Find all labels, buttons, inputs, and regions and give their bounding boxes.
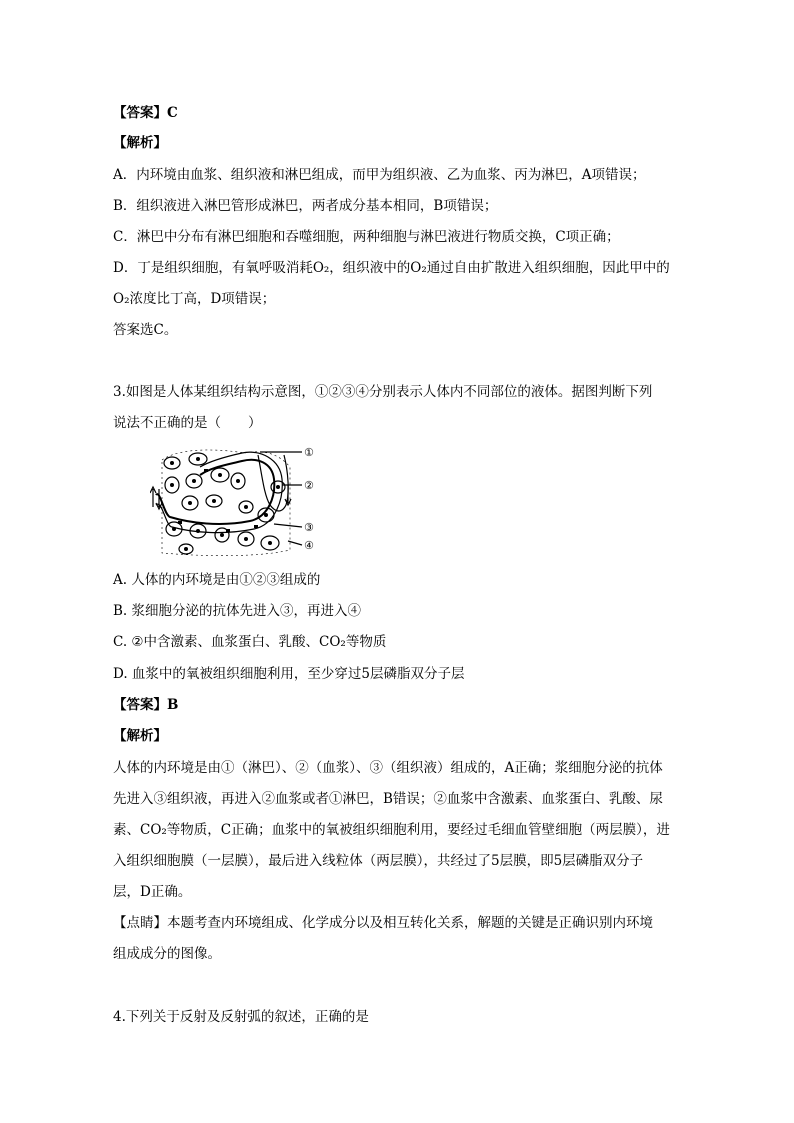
q2-answer: 【答案】C (113, 105, 178, 121)
q3-option-c: C. ②中含激素、血浆蛋白、乳酸、CO₂等物质 (113, 634, 387, 650)
q3-option-d: D. 血浆中的氧被组织细胞利用，至少穿过5层磷脂双分子层 (113, 666, 465, 682)
q3-stem-line-2: 说法不正确的是（ ） (113, 415, 262, 431)
q3-comment-line-1: 【点睛】本题考查内环境组成、化学成分以及相互转化关系，解题的关键是正确识别内环境 (113, 915, 653, 931)
q2-line-a: A．内环境由血浆、组织液和淋巴组成，而甲为组织液、乙为血浆、丙为淋巴，A项错误； (113, 167, 646, 183)
q3-comment-line-2: 组成成分的图像。 (113, 946, 221, 962)
q3-option-a: A. 人体的内环境是由①②③组成的 (113, 572, 321, 588)
q2-line-d-cont: O₂浓度比丁高，D项错误； (113, 291, 276, 307)
q3-analysis-line-3: 素、CO₂等物质，C正确；血浆中的氧被组织细胞利用，要经过毛细血管壁细胞（两层膜），进 (113, 822, 670, 838)
q3-analysis-line-2: 先进入③组织液，再进入②血浆或者①淋巴，B错误；②血浆中含激素、血浆蛋白、乳酸、尿 (113, 791, 663, 807)
q2-final-answer: 答案选C。 (113, 322, 178, 338)
q4-stem: 4.下列关于反射及反射弧的叙述，正确的是 (113, 1009, 369, 1025)
q3-option-b: B. 浆细胞分泌的抗体先进入③，再进入④ (113, 603, 362, 619)
q3-analysis-title: 【解析】 (113, 728, 167, 744)
q3-analysis-line-4: 入组织细胞膜（一层膜），最后进入线粒体（两层膜），共经过了5层膜，即5层磷脂双分子 (113, 853, 644, 869)
figure-label-3: ③ (304, 521, 314, 534)
q2-line-c: C．淋巴中分布有淋巴细胞和吞噬细胞，两种细胞与淋巴液进行物质交换，C项正确； (113, 229, 620, 245)
q3-stem-line-1: 3.如图是人体某组织结构示意图，①②③④分别表示人体内不同部位的液体。据图判断下列 (113, 384, 653, 400)
q2-line-b: B．组织液进入淋巴管形成淋巴，两者成分基本相同，B项错误； (113, 198, 498, 214)
q3-analysis-line-1: 人体的内环境是由①（淋巴）、②（血浆）、③（组织液）组成的，A正确；浆细胞分泌的抗体 (113, 760, 663, 776)
figure-label-4: ④ (304, 539, 314, 552)
figure-label-1: ① (304, 446, 314, 459)
q2-analysis-title: 【解析】 (113, 135, 167, 151)
q3-answer: 【答案】B (113, 697, 179, 713)
q3-analysis-line-5: 层，D正确。 (113, 884, 192, 900)
figure-label-2: ② (304, 479, 314, 492)
q2-line-d: D．丁是组织细胞，有氧呼吸消耗O₂，组织液中的O₂通过自由扩散进入组织细胞，因此甲中的 (113, 260, 670, 276)
tissue-structure-figure (150, 445, 325, 560)
